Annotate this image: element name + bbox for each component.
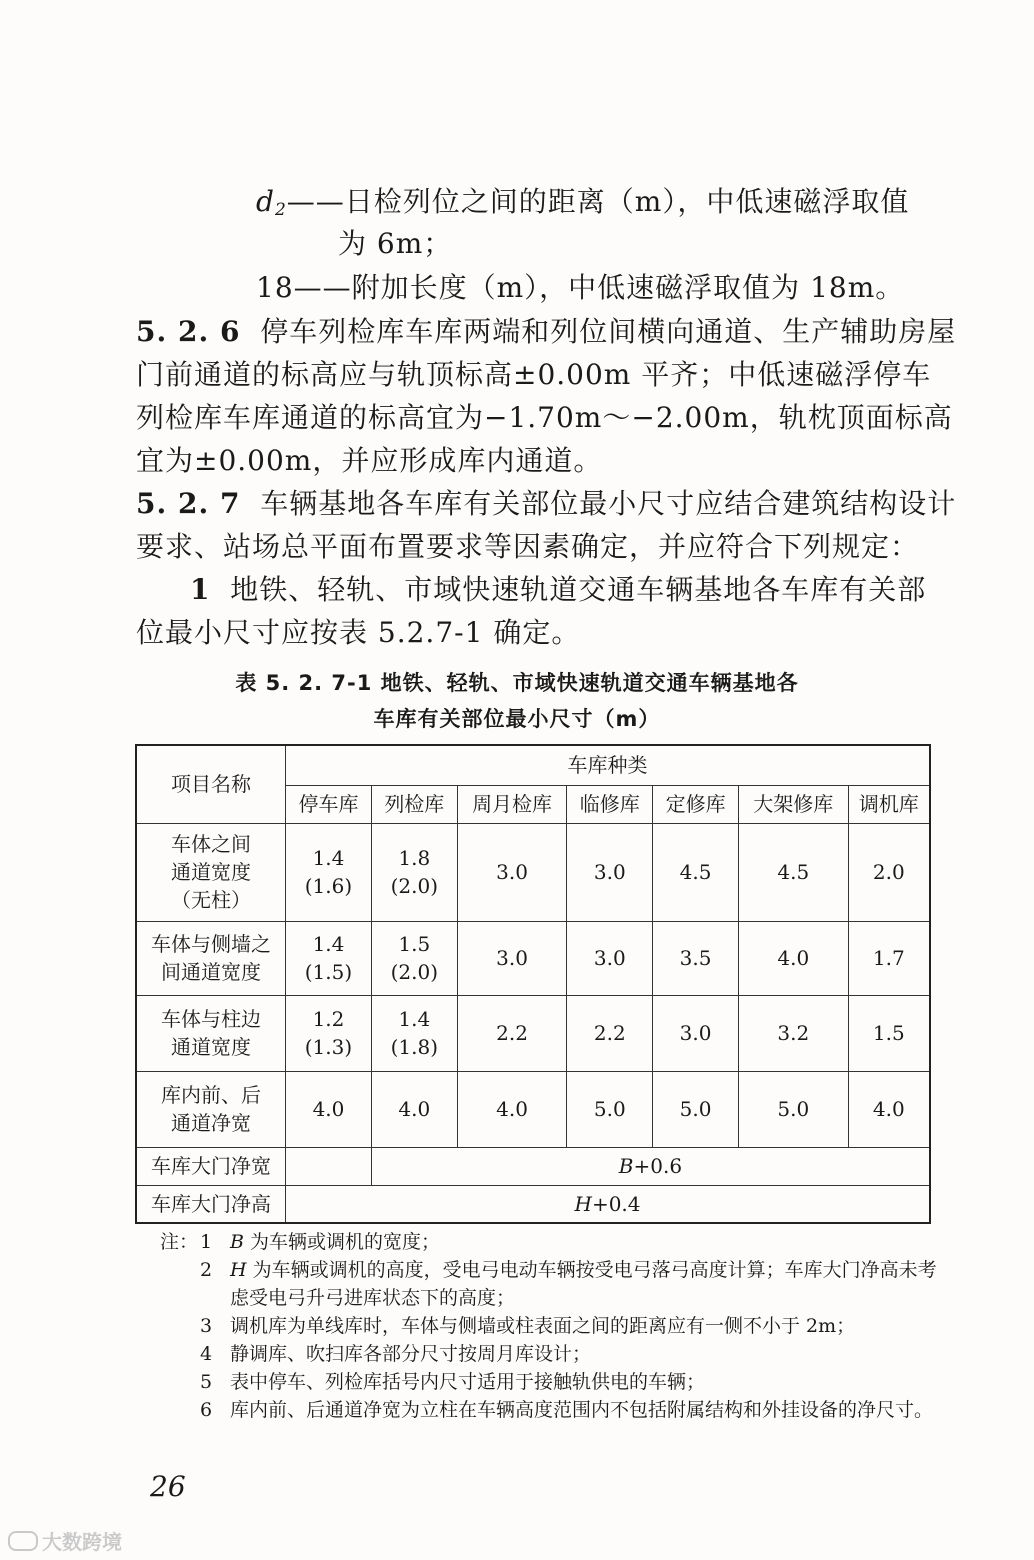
row-name: 车库大门净高	[136, 1185, 286, 1223]
table-row	[136, 823, 930, 921]
clause-527-line-1: 5. 2. 7 车辆基地各车库有关部位最小尺寸应结合建筑结构设计	[136, 487, 957, 520]
watermark	[8, 1526, 122, 1555]
row-name: 库内前、后 通道净宽	[136, 1071, 286, 1147]
item-1-line-1: 1 地铁、轻轨、市域快速轨道交通车辆基地各车库有关部	[190, 573, 927, 606]
table-cell: 1.4 (1.5)	[286, 921, 372, 995]
table-cell: 1.4 (1.8)	[371, 995, 457, 1071]
table-notes	[160, 1228, 940, 1424]
column-header: 定修库	[653, 785, 739, 823]
definition-18: 18——附加长度（m），中低速磁浮取值为 18m。	[256, 271, 905, 304]
table-cell: 3.0	[567, 921, 653, 995]
table-row	[136, 921, 930, 995]
table-cell: 5.0	[738, 1071, 848, 1147]
item-name-header: 项目名称	[136, 745, 286, 823]
notes-prefix: 注：	[160, 1231, 199, 1253]
clause-526-line-2: 门前通道的标高应与轨顶标高±0.00m 平齐；中低速磁浮停车	[136, 358, 932, 391]
table-cell: 5.0	[653, 1071, 739, 1147]
item-1-line-2: 位最小尺寸应按表 5.2.7-1 确定。	[136, 616, 581, 649]
table-cell: 3.0	[457, 921, 567, 995]
table-cell: 3.0	[653, 995, 739, 1071]
note-item: 3 调机库为单线库时，车体与侧墙或柱表面之间的距离应有一侧不小于 2m；	[200, 1315, 856, 1337]
watermark-logo-icon	[8, 1531, 38, 1551]
table-caption-line-1: 表 5. 2. 7-1 地铁、轻轨、市域快速轨道交通车辆基地各	[235, 671, 799, 695]
note-item: 6 库内前、后通道净宽为立柱在车辆高度范围内不包括附属结构和外挂设备的净尺寸。	[200, 1399, 934, 1421]
note-item: 注： 1 B 为车辆或调机的宽度；	[160, 1228, 940, 1256]
table-cell: 4.0	[286, 1071, 372, 1147]
table-row	[136, 1185, 930, 1223]
table-cell: 4.5	[653, 823, 739, 921]
clause-526-line-3: 列检库车库通道的标高宜为−1.70m～−2.00m，轨枕顶面标高	[136, 401, 953, 434]
table-cell: 2.2	[567, 995, 653, 1071]
column-header: 大架修库	[738, 785, 848, 823]
table-cell: 3.0	[567, 823, 653, 921]
table-cell: 3.5	[653, 921, 739, 995]
column-header: 停车库	[286, 785, 372, 823]
table-cell: 2.0	[848, 823, 930, 921]
definition-d2	[256, 182, 909, 230]
table-cell: 4.5	[738, 823, 848, 921]
definition-d2-continuation: 为 6m；	[338, 227, 453, 260]
symbol-d: d	[256, 185, 275, 218]
table-cell: 1.2 (1.3)	[286, 995, 372, 1071]
column-header: 列检库	[371, 785, 457, 823]
clause-526-number: 5. 2. 6	[136, 315, 241, 348]
clause-526-line-4: 宜为±0.00m，并应形成库内通道。	[136, 444, 603, 477]
table-cell-empty	[286, 1147, 372, 1185]
table-cell: 4.0	[738, 921, 848, 995]
column-header: 调机库	[848, 785, 930, 823]
table-cell: 2.2	[457, 995, 567, 1071]
note-item: 5 表中停车、列检库括号内尺寸适用于接触轨供电的车辆；	[200, 1371, 706, 1393]
table-cell: 4.0	[457, 1071, 567, 1147]
table-cell: H+0.4	[286, 1185, 930, 1223]
column-header: 周月检库	[457, 785, 567, 823]
clause-527-line-2: 要求、站场总平面布置要求等因素确定，并应符合下列规定：	[136, 530, 920, 563]
table-cell: 3.0	[457, 823, 567, 921]
clause-526-line-1: 5. 2. 6 停车列检库车库两端和列位间横向通道、生产辅助房屋	[136, 315, 957, 348]
table-cell: 3.2	[738, 995, 848, 1071]
dimension-table	[135, 744, 931, 1224]
item-1-number: 1	[190, 573, 211, 606]
table-cell: 1.7	[848, 921, 930, 995]
column-header: 临修库	[567, 785, 653, 823]
symbol-subscript: 2	[274, 200, 287, 220]
table-cell: 4.0	[848, 1071, 930, 1147]
table-cell: 1.8 (2.0)	[371, 823, 457, 921]
clause-527-number: 5. 2. 7	[136, 487, 241, 520]
table-row	[136, 1071, 930, 1147]
page-number: 26	[150, 1470, 186, 1503]
table-cell: 4.0	[371, 1071, 457, 1147]
note-item: 2 H 为车辆或调机的高度，受电弓电动车辆按受电弓落弓高度计算；车库大门净高未考虑受电弓升弓进库状态下的高度；	[200, 1259, 937, 1309]
table-row	[136, 995, 930, 1071]
table-cell: B+0.6	[371, 1147, 930, 1185]
row-name: 车体之间 通道宽度 （无柱）	[136, 823, 286, 921]
table-cell: 1.4 (1.6)	[286, 823, 372, 921]
row-name: 车体与侧墙之 间通道宽度	[136, 921, 286, 995]
garage-type-header: 车库种类	[286, 745, 930, 785]
row-name: 车体与柱边 通道宽度	[136, 995, 286, 1071]
note-item: 4 静调库、吹扫库各部分尺寸按周月库设计；	[200, 1343, 592, 1365]
table-caption-line-2: 车库有关部位最小尺寸（m）	[373, 707, 661, 731]
watermark-text: 大数跨境	[42, 1530, 122, 1554]
definition-d2-text: ——日检列位之间的距离（m），中低速磁浮取值	[286, 185, 910, 218]
table-cell: 5.0	[567, 1071, 653, 1147]
table-row	[136, 1147, 930, 1185]
table-cell: 1.5	[848, 995, 930, 1071]
row-name: 车库大门净宽	[136, 1147, 286, 1185]
table-cell: 1.5 (2.0)	[371, 921, 457, 995]
